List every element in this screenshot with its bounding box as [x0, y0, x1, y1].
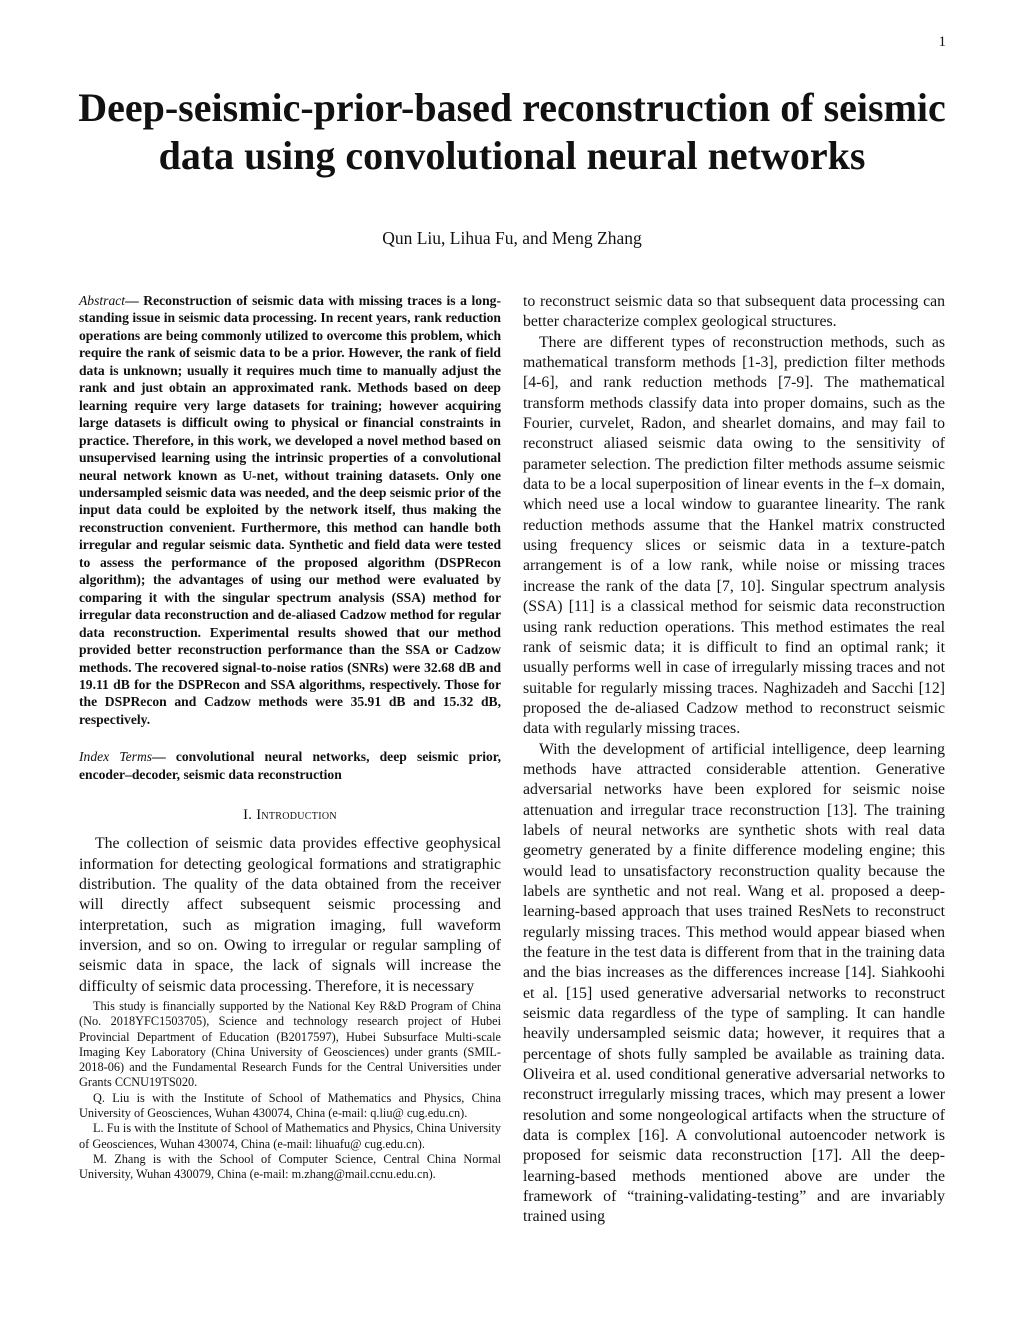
abstract-text: — Reconstruction of seismic data with missing traces is a long-standing issue in seismic data processing. In recent years, rank reduction operations are being commonly utilized to overcome this problem, which require the rank of seismic data to be a prior. However, the rank of field data is unknown; usually it requires much time to manually adjust the rank and just obtain an approximated rank. Methods based on deep learning require very large datasets for training; however acquiring large datasets is difficult owing to physical or financial constraints in practice. Therefore, in this work, we developed a novel method based on unsupervised learning using the intrinsic properties of a convolutional neural network known as U-net, without training datasets. Only one undersampled seismic data was needed, and the deep seismic prior of the input data could be exploited by the network itself, thus making the reconstruction convenient. Furthermore, this method can handle both irregular and regular seismic data. Synthetic and field data were tested to assess the performance of the proposed algorithm (DSPRecon algorithm); the advantages of using our method were evaluated by comparing it with the singular spectrum analysis (SSA) method for irregular data reconstruction and de-aliased Cadzow method for regular data reconstruction. Experimental results showed that our method provided better reconstruction performance than the SSA or Cadzow methods. The recovered signal-to-noise ratios (SNRs) were 32.68 dB and 19.11 dB for the DSPRecon and SSA algorithms, respectively. Those for the DSPRecon and Cadzow methods were 35.91 dB and 15.32 dB, respectively.: [79, 293, 501, 727]
abstract: [79, 292, 501, 728]
footnote-author-fu: L. Fu is with the Institute of School of Mathematics and Physics, China University of Geosciences, Wuhan 430074, China (e-mail: lihuafu@ cug.edu.cn).: [79, 1121, 501, 1151]
index-terms-text: — convolutional neural networks, deep seismic prior, encoder–decoder, seismic data reconstruction: [79, 749, 501, 782]
body-paragraph: There are different types of reconstruction methods, such as mathematical transform methods [1-3], prediction filter methods [4-6], and rank reduction methods [7-9]. The mathematical transform methods classify data into proper domains, such as the Fourier, curvelet, Radon, and shearlet domains, and may fail to reconstruct aliased seismic data owing to the sensitivity of parameter selection. The prediction filter methods assume seismic data to be a local superposition of linear events in the f–x domain, which need use a local window to guarantee linearity. The rank reduction methods assume that the Hankel matrix constructed using frequency slices or seismic data in a texture-patch arrangement is of a low rank, while noise or missing traces increase the rank of the data [7, 10]. Singular spectrum analysis (SSA) [11] is a classical method for seismic data reconstruction using rank reduction operations. This method estimates the real rank of seismic data; it is difficult to find an optimal rank; it usually performs well in case of irregularly missing traces and not suitable for regularly missing traces. Naghizadeh and Sacchi [12] proposed the de-aliased Cadzow method to reconstruct seismic data with regularly missing traces.: [523, 333, 945, 738]
body-paragraph: With the development of artificial intelligence, deep learning methods have attracted considerable attention. Generative adversarial networks have been explored for seismic noise attenuation and irregular trace reconstruction [13]. The training labels of neural networks are synthetic shots with real data geometry generated by a finite difference modeling engine; this would lead to unsatisfactory reconstruction quality because the labels are synthetic and not real. Wang et al. proposed a deep-learning-based approach that uses trained ResNets to reconstruct regularly missing traces. This method would appear biased when the feature in the test data is different from that in the training data and the bias increases as the differences increase [14]. Siahkoohi et al. [15] used generative adversarial networks to reconstruct seismic data regardless of the type of sampling. It can handle heavily undersampled seismic data; however, it requires that a percentage of shots fully sampled be available as training data. Oliveira et al. used conditional generative adversarial networks to reconstruct irregularly missing traces, which may present a lower resolution and some nongeological artifacts when the structure of data is complex [16]. A convolutional autoencoder network is proposed for seismic data reconstruction [17]. All the deep-learning-based methods mentioned above are under the framework of “training-validating-testing” and are invariably trained using: [523, 740, 945, 1226]
body-paragraph: to reconstruct seismic data so that subsequent data processing can better characterize complex geological structures.: [523, 293, 945, 331]
paper-title: Deep-seismic-prior-based reconstruction of seismic data using convolutional neural networks: [78, 85, 946, 178]
section-title: Introduction: [256, 807, 337, 824]
right-column: [523, 292, 945, 1228]
index-terms-label: Index Terms: [79, 749, 153, 765]
footnote-author-zhang: M. Zhang is with the School of Computer Science, Central China Normal University, Wuhan 430079, China (e-mail: m.zhang@mail.ccnu.edu.cn).: [79, 1151, 501, 1182]
footnote-funding: This study is financially supported by the National Key R&D Program of China (No. 2018YFC1503705), Science and technology research project of Hubei Provincial Department of Education (B2017597), Hubei Subsurface Multi-scale Imaging Key Laboratory (China University of Geosciences) under grants (SMIL-2018-06) and the Fundamental Research Funds for the Central Universities under Grants CCNU19TS020.: [79, 998, 501, 1090]
section-number: I.: [243, 807, 253, 824]
left-column: [79, 292, 501, 1183]
page-number: 1: [938, 34, 946, 50]
index-terms: [79, 748, 501, 783]
section-heading: [79, 807, 501, 824]
footnote-author-liu: Q. Liu is with the Institute of School of Mathematics and Physics, China University of Geosciences, Wuhan 430074, China (e-mail: q.liu@ cug.edu.cn).: [79, 1090, 501, 1121]
footnotes: [79, 999, 501, 1183]
intro-paragraph: The collection of seismic data provides effective geophysical information for detecting geological formations and stratigraphic distribution. The quality of the data obtained from the receiver will directly affect subsequent seismic processing and interpretation, such as migration imaging, full waveform inversion, and so on. Owing to irregular or regular sampling of seismic data in space, the lack of signals will increase the difficulty of seismic data processing. Therefore, it is necessary: [79, 835, 501, 995]
author-list: Qun Liu, Lihua Fu, and Meng Zhang: [382, 228, 642, 248]
abstract-label: Abstract: [79, 293, 126, 308]
